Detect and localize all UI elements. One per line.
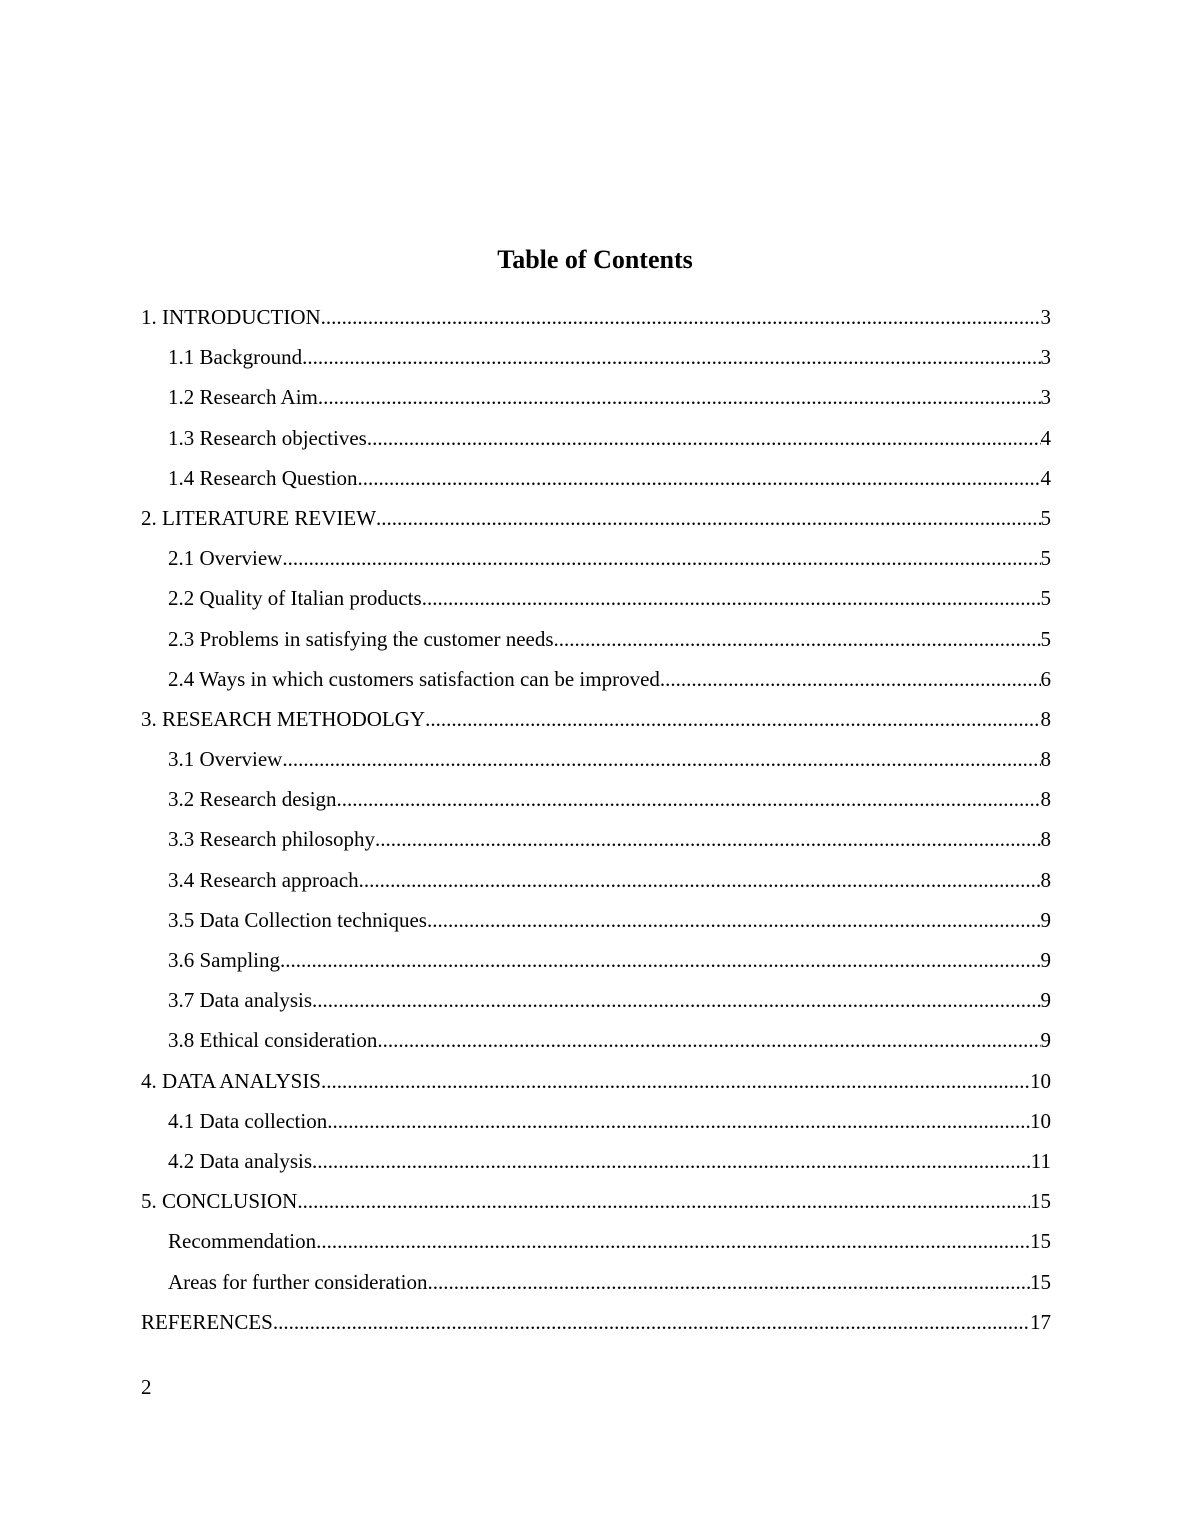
toc-dot-leader <box>367 421 1041 455</box>
toc-entry[interactable] <box>141 782 1051 822</box>
toc-entry-label: 3.3 Research philosophy <box>168 827 376 852</box>
toc-entry-page: 10 <box>1030 1068 1051 1093</box>
toc-entry-page: 5 <box>1040 546 1051 571</box>
toc-entry[interactable] <box>141 622 1051 662</box>
toc-entry-page: 8 <box>1040 827 1051 852</box>
toc-entry-label: 3.6 Sampling <box>168 948 281 972</box>
toc-entry-label: 4.1 Data collection <box>168 1108 328 1133</box>
toc-entry-page: 3 <box>1040 305 1051 329</box>
toc-entry[interactable] <box>141 983 1051 1023</box>
toc-entry[interactable] <box>141 1104 1051 1144</box>
toc-dot-leader <box>422 581 1041 615</box>
toc-entry[interactable] <box>141 461 1051 501</box>
toc-dot-leader <box>318 380 1041 414</box>
toc-entry-label: 3.4 Research approach <box>168 867 359 892</box>
toc-dot-leader <box>337 782 1041 816</box>
toc-dot-leader <box>282 541 1040 575</box>
toc-entry-label: 3.5 Data Collection techniques <box>168 907 427 932</box>
toc-entry-page: 4 <box>1040 465 1051 490</box>
toc-entry-page: 10 <box>1030 1108 1051 1133</box>
toc-entry-page: 5 <box>1040 586 1051 611</box>
toc-entry[interactable] <box>141 1144 1051 1184</box>
toc-dot-leader <box>554 622 1041 656</box>
toc-dot-leader <box>359 863 1041 897</box>
toc-entry-label: 3. RESEARCH METHODOLGY <box>141 706 426 731</box>
toc-entry[interactable] <box>141 662 1051 702</box>
toc-entry-label: Areas for further consideration <box>168 1269 428 1294</box>
toc-entry-label: 2.1 Overview <box>168 546 283 571</box>
toc-dot-leader <box>282 742 1040 776</box>
toc-entry-page: 8 <box>1040 867 1051 892</box>
toc-entry-page: 5 <box>1040 505 1051 530</box>
toc-entry-label: 1.3 Research objectives <box>168 425 367 450</box>
toc-entry-label: 1.4 Research Question <box>168 465 358 490</box>
toc-entry-label: 3.7 Data analysis <box>168 988 313 1013</box>
toc-entry[interactable] <box>141 380 1051 420</box>
toc-entry[interactable] <box>141 742 1051 782</box>
toc-entry-label: 2.2 Quality of Italian products <box>168 586 422 611</box>
toc-dot-leader <box>327 1104 1030 1138</box>
toc-entry-page: 3 <box>1040 385 1051 410</box>
page-number: 2 <box>141 1375 152 1399</box>
toc-entry-page: 8 <box>1040 747 1051 772</box>
toc-dot-leader <box>358 461 1041 495</box>
toc-dot-leader <box>376 501 1040 535</box>
toc-entry[interactable] <box>141 863 1051 903</box>
toc-entry-page: 9 <box>1040 1028 1051 1053</box>
toc-entry-label: 1. INTRODUCTION <box>141 305 321 329</box>
toc-entry[interactable] <box>141 943 1051 983</box>
toc-dot-leader <box>427 903 1041 937</box>
toc-entry-page: 9 <box>1040 907 1051 932</box>
toc-entry[interactable] <box>141 1023 1051 1063</box>
toc-entry-label: 5. CONCLUSION <box>141 1189 298 1214</box>
toc-entry-label: 4. DATA ANALYSIS <box>141 1068 321 1093</box>
toc-entry[interactable] <box>141 1265 1051 1305</box>
toc-entry-page: 11 <box>1030 1148 1051 1173</box>
toc-entry[interactable] <box>141 340 1051 380</box>
toc-entry-label: REFERENCES <box>141 1309 273 1334</box>
toc-entry-page: 17 <box>1030 1309 1051 1334</box>
toc-dot-leader <box>427 1265 1030 1299</box>
toc-entry-label: 3.8 Ethical consideration <box>168 1028 378 1053</box>
toc-dot-leader <box>377 1023 1040 1057</box>
toc-entry-label: 1.1 Background <box>168 345 303 370</box>
toc-entry[interactable] <box>141 1224 1051 1264</box>
toc-entry-page: 8 <box>1040 706 1051 731</box>
toc-entry[interactable] <box>141 581 1051 621</box>
toc-entry-page: 4 <box>1040 425 1051 450</box>
toc-entry[interactable] <box>141 541 1051 581</box>
toc-entry-label: 2.3 Problems in satisfying the customer needs <box>168 626 554 651</box>
toc-entry-page: 6 <box>1040 666 1051 691</box>
toc-entry-label: Recommendation <box>168 1229 317 1254</box>
toc-entry-page: 5 <box>1040 626 1051 651</box>
toc-dot-leader <box>660 662 1041 696</box>
toc-dot-leader <box>375 822 1040 856</box>
toc-dot-leader <box>273 1305 1030 1339</box>
toc-dot-leader <box>321 1064 1030 1098</box>
toc-dot-leader <box>302 340 1040 374</box>
toc-entry[interactable] <box>141 903 1051 943</box>
toc-entry-page: 9 <box>1040 988 1051 1013</box>
toc-dot-leader <box>425 702 1040 736</box>
toc-entry[interactable] <box>141 702 1051 742</box>
toc-entry-page: 3 <box>1040 345 1051 370</box>
toc-entry[interactable] <box>141 501 1051 541</box>
toc-entry-page: 9 <box>1040 948 1051 972</box>
toc-dot-leader <box>312 983 1040 1017</box>
toc-entry-label: 3.1 Overview <box>168 747 283 772</box>
toc-entry[interactable] <box>141 822 1051 862</box>
toc-dot-leader <box>297 1184 1030 1218</box>
toc-dot-leader <box>321 300 1041 334</box>
toc-entry[interactable] <box>141 421 1051 461</box>
toc-entry[interactable] <box>141 300 1051 340</box>
toc-entry-label: 2.4 Ways in which customers satisfaction can be improved <box>168 666 660 691</box>
toc-entry-page: 15 <box>1030 1189 1051 1214</box>
toc-entry[interactable] <box>141 1064 1051 1104</box>
toc-entry-label: 3.2 Research design <box>168 787 337 812</box>
toc-entry-page: 8 <box>1040 787 1051 812</box>
toc-dot-leader <box>312 1144 1031 1178</box>
toc-list <box>141 300 1051 1345</box>
toc-entry-page: 15 <box>1030 1229 1051 1254</box>
toc-dot-leader <box>280 943 1040 977</box>
toc-entry-page: 15 <box>1030 1269 1051 1294</box>
toc-entry-label: 4.2 Data analysis <box>168 1148 313 1173</box>
toc-entry[interactable] <box>141 1305 1051 1345</box>
toc-title: Table of Contents <box>497 245 693 274</box>
toc-entry[interactable] <box>141 1184 1051 1224</box>
toc-dot-leader <box>316 1224 1030 1258</box>
toc-entry-label: 1.2 Research Aim <box>168 385 318 410</box>
toc-entry-label: 2. LITERATURE REVIEW <box>141 505 377 530</box>
